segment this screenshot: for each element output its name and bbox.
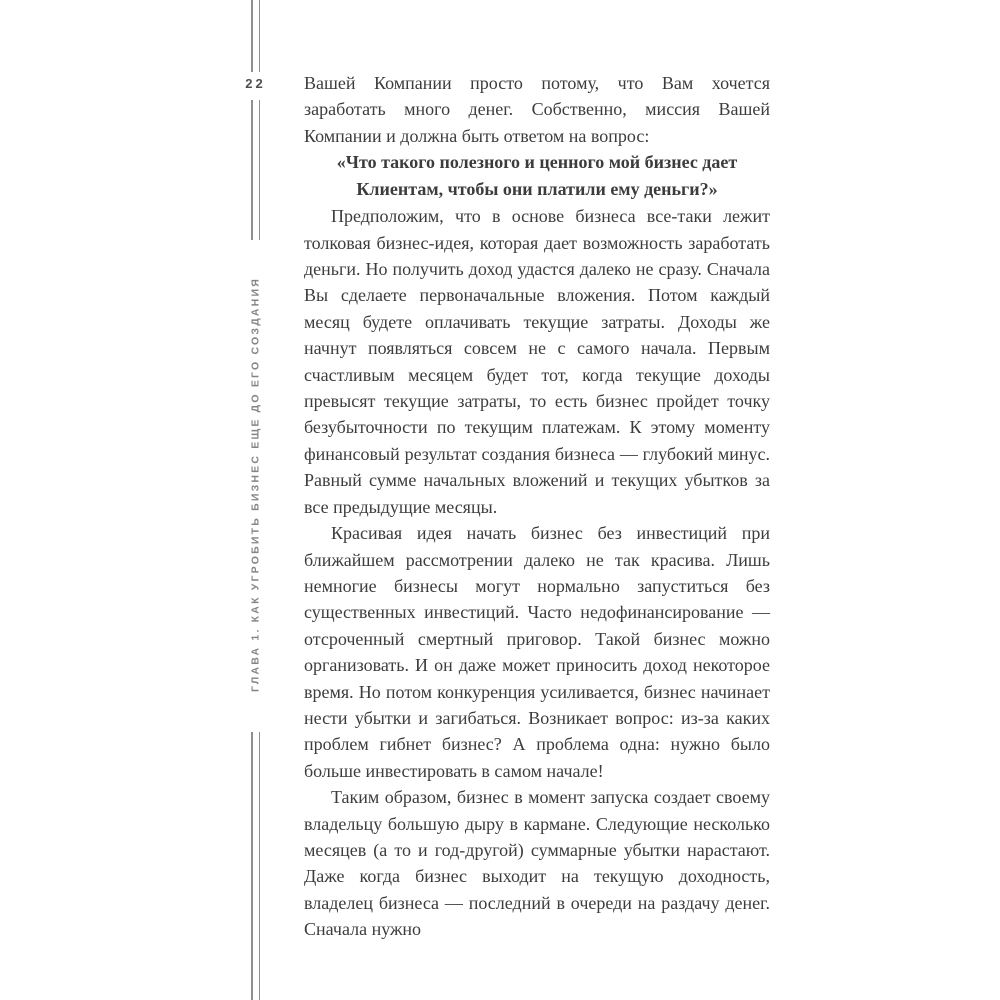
body-paragraph-intro: Вашей Компании просто потому, что Вам хочется заработать много денег. Собственно, миссия Вашей Компании и должна быть ответом на вопрос: xyxy=(304,73,770,146)
text-column xyxy=(304,70,770,943)
margin-rule-top-left xyxy=(251,0,253,72)
body-paragraph: Красивая идея начать бизнес без инвестиций при ближайшем рассмотрении далеко не так красива. Лишь немногие бизнесы могут нормально запуститься без существенных инвестиций. Часто недофинансирование — отсроченный смертный приговор. Такой бизнес можно организовать. И он даже может приносить доход некоторое время. Но потом конкуренция усиливается, бизнес начинает нести убытки и загибаться. Возникает вопрос: из-за каких проблем гибнет бизнес? А проблема одна: нужно было больше инвестировать в самом начале! xyxy=(304,523,770,781)
margin-rule-middle-left xyxy=(251,100,253,240)
chapter-title-vertical: ГЛАВА 1. КАК УГРОБИТЬ БИЗНЕС ЕЩЕ ДО ЕГО СОЗДАНИЯ xyxy=(249,277,262,693)
pull-quote: «Что такого полезного и ценного мой бизнес дает Клиентам, чтобы они платили ему деньги?» xyxy=(336,152,738,200)
body-paragraph: Таким образом, бизнес в момент запуска создает своему владельцу большую дыру в кармане. Следующие несколько месяцев (а то и год-другой) суммарные убытки нарастают. Даже когда бизнес выходит на текущую доходность, владелец бизнеса — последний в очереди на раздачу денег. Сначала нужно xyxy=(304,787,770,940)
margin-rule-middle-right xyxy=(259,100,261,240)
margin-rule-bottom-right xyxy=(259,732,261,1000)
page-number: 22 xyxy=(245,76,266,91)
margin-rule-bottom-left xyxy=(251,732,253,1000)
body-paragraph: Предположим, что в основе бизнеса все-таки лежит толковая бизнес-идея, которая дает возможность заработать деньги. Но получить доход удастся далеко не сразу. Сначала Вы сделаете первоначальные вложения. Потом каждый месяц будете оплачивать текущие затраты. Доходы же начнут появляться совсем не с самого начала. Первым счастливым месяцем будет тот, когда текущие доходы превысят текущие затраты, то есть бизнес пройдет точку безубыточности по текущим платежам. К этому моменту финансовый результат создания бизнеса — глубокий минус. Равный сумме начальных вложений и текущих убытков за все предыдущие месяцы. xyxy=(304,206,770,517)
margin-rule-top-right xyxy=(259,0,261,72)
